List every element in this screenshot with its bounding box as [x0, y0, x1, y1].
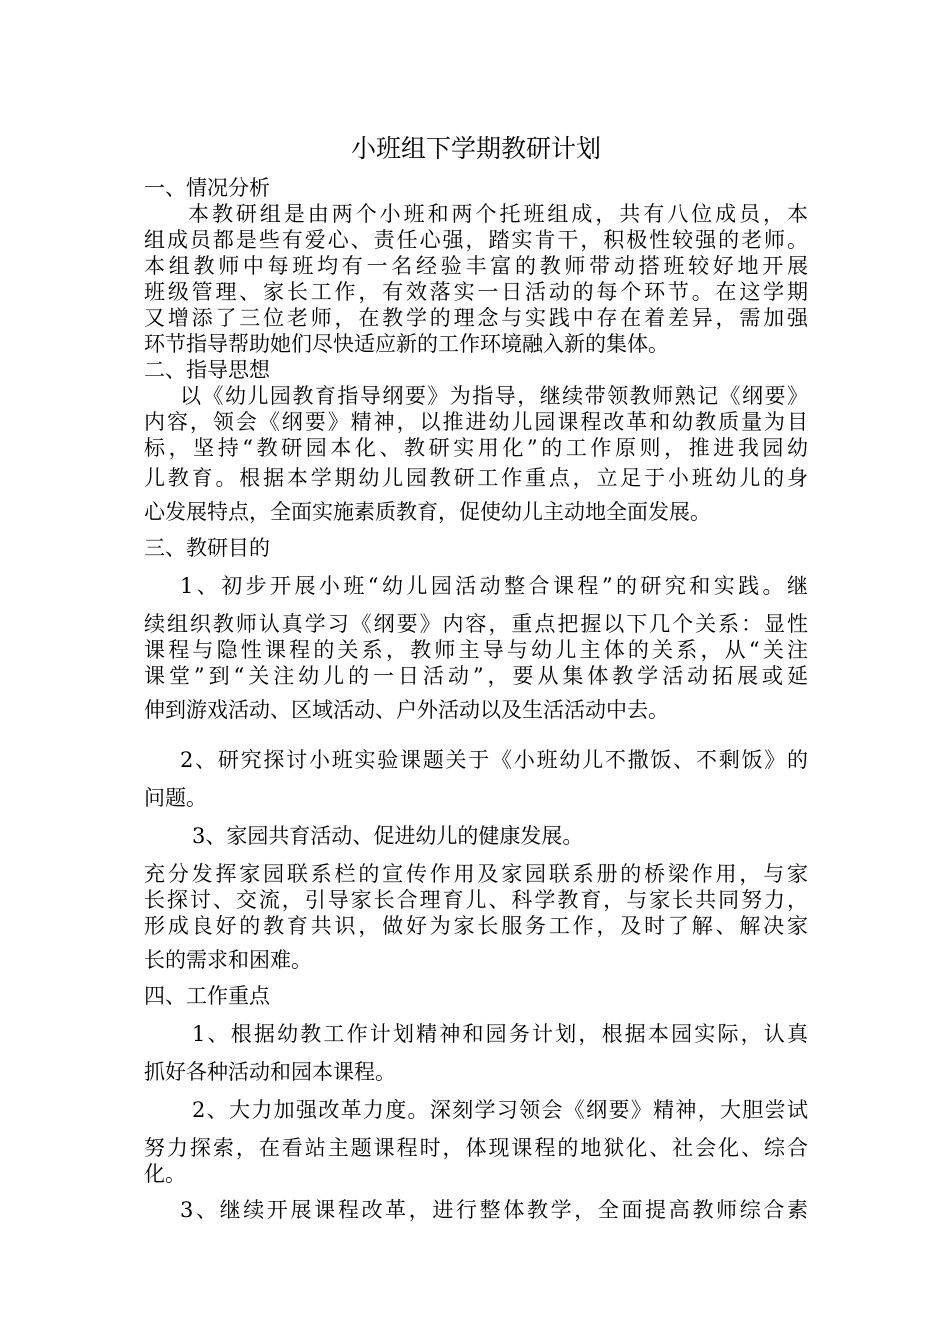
body-line: 班级管理、家长工作，有效落实一日活动的每个环节。在这学期	[144, 280, 808, 304]
section-heading-objectives: 三、教研目的	[144, 536, 270, 560]
body-line: 长探讨、交流，引导家长合理育儿、科学教育，与家长共同努力，	[144, 888, 808, 912]
body-line: 以《幼儿园教育指导纲要》为指导，继续带领教师熟记《纲要》	[180, 384, 808, 408]
body-line: 本教研组是由两个小班和两个托班组成，共有八位成员，本	[188, 202, 808, 226]
body-line: 标，坚持“教研园本化、教研实用化”的工作原则，推进我园幼	[144, 436, 808, 460]
body-line: 长的需求和困难。	[144, 948, 312, 972]
body-line: 课程与隐性课程的关系，教师主导与幼儿主体的关系，从“关注	[144, 638, 808, 662]
body-line: 组成员都是些有爱心、责任心强，踏实肯干，积极性较强的老师。	[144, 228, 808, 252]
section-heading-priorities: 四、工作重点	[144, 984, 270, 1008]
body-line: 课堂”到“关注幼儿的一日活动”，要从集体教学活动拓展或延	[144, 664, 808, 688]
body-line: 环节指导帮助她们尽快适应新的工作环境融入新的集体。	[144, 332, 669, 356]
body-line: 努力探索，在看站主题课程时，体现课程的地狱化、社会化、综合	[144, 1136, 808, 1160]
body-line: 儿教育。根据本学期幼儿园教研工作重点，立足于小班幼儿的身	[144, 466, 808, 490]
body-line: 3、家园共育活动、促进幼儿的健康发展。	[192, 824, 584, 848]
body-line: 3、继续开展课程改革，进行整体教学，全面提高教师综合素	[180, 1198, 808, 1222]
body-line: 续组织教师认真学习《纲要》内容，重点把握以下几个关系：显性	[144, 612, 808, 636]
document-title: 小班组下学期教研计划	[350, 134, 601, 163]
section-heading-situation: 一、情况分析	[144, 176, 270, 200]
body-line: 充分发挥家园联系栏的宣传作用及家园联系册的桥梁作用，与家	[144, 862, 808, 886]
body-line: 2、大力加强改革力度。深刻学习领会《纲要》精神，大胆尝试	[192, 1098, 808, 1122]
body-line: 伸到游戏活动、区域活动、户外活动以及生活活动中去。	[144, 698, 669, 722]
section-heading-guidance: 二、指导思想	[144, 358, 270, 382]
body-line: 形成良好的教育共识，做好为家长服务工作，及时了解、解决家	[144, 914, 808, 938]
body-line: 抓好各种活动和园本课程。	[144, 1060, 396, 1084]
body-line: 问题。	[144, 786, 207, 810]
body-line: 心发展特点，全面实施素质教育，促使幼儿主动地全面发展。	[144, 500, 711, 524]
body-line: 2、研究探讨小班实验课题关于《小班幼儿不撒饭、不剩饭》的	[180, 748, 808, 772]
body-line: 又增添了三位老师，在教学的理念与实践中存在着差异，需加强	[144, 306, 808, 330]
body-line: 本组教师中每班均有一名经验丰富的教师带动搭班较好地开展	[144, 254, 808, 278]
body-line: 化。	[144, 1162, 186, 1186]
body-line: 内容，领会《纲要》精神，以推进幼儿园课程改革和幼教质量为目	[144, 410, 808, 434]
body-line: 1、初步开展小班“幼儿园活动整合课程”的研究和实践。继	[180, 574, 808, 598]
body-line: 1、根据幼教工作计划精神和园务计划，根据本园实际，认真	[192, 1022, 808, 1046]
